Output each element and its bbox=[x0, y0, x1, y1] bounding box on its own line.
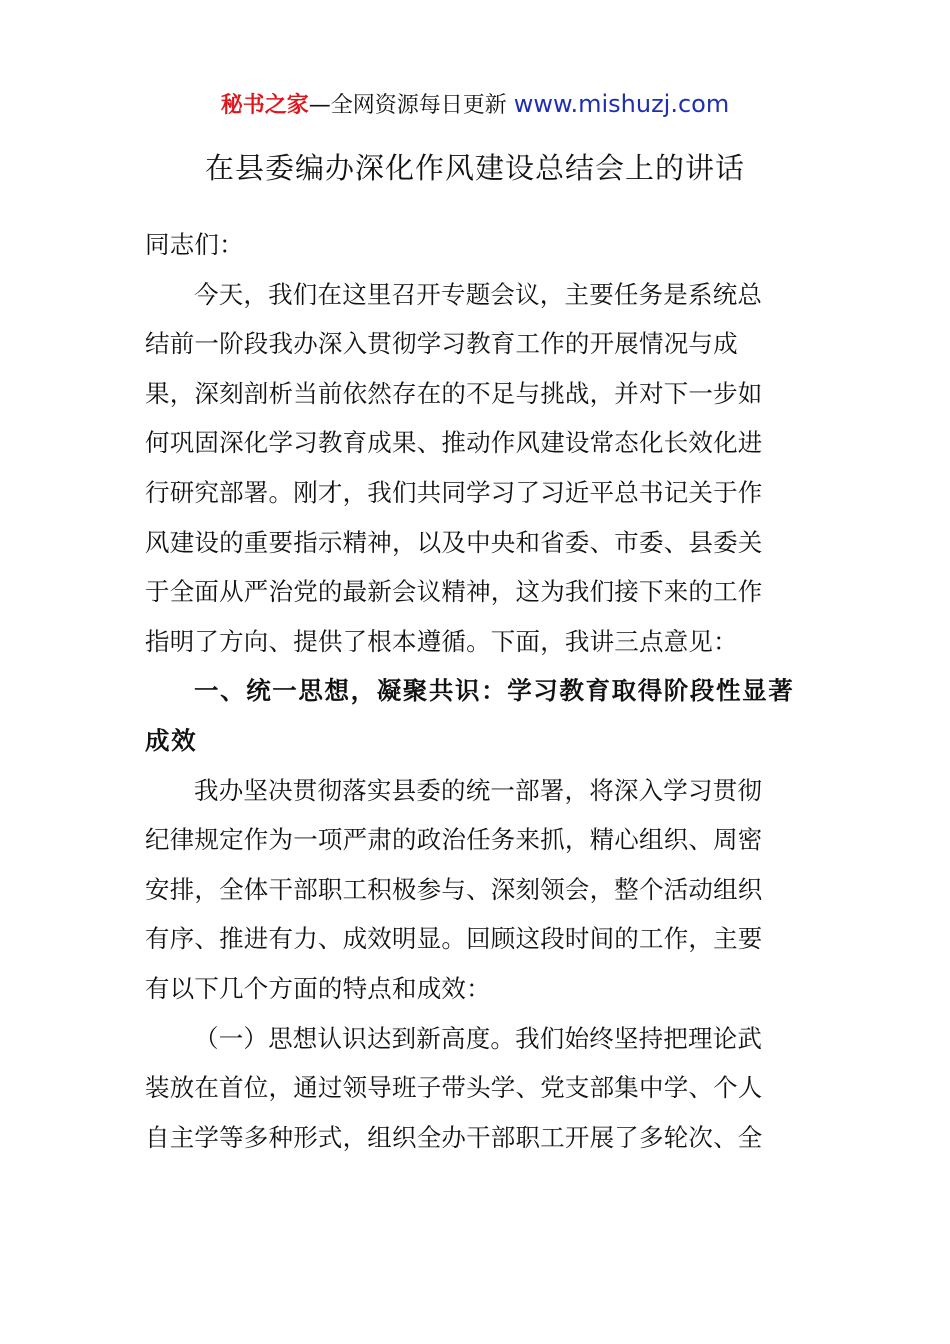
paragraph-line: 装放在首位，通过领导班子带头学、党支部集中学、个人 bbox=[145, 1073, 763, 1103]
paragraph-line: 结前一阶段我办深入贯彻学习教育工作的开展情况与成 bbox=[145, 329, 738, 359]
paragraph-line: 我办坚决贯彻落实县委的统一部署，将深入学习贯彻 bbox=[194, 775, 763, 805]
salutation: 同志们： bbox=[145, 230, 244, 259]
paragraph-line: 安排，全体干部职工积极参与、深刻领会，整个活动组织 bbox=[145, 874, 763, 904]
paragraph-line: 今天，我们在这里召开专题会议，主要任务是系统总 bbox=[194, 279, 763, 309]
document-title: 在县委编办深化作风建设总结会上的讲话 bbox=[204, 151, 745, 185]
paragraph-line: 于全面从严治党的最新会议精神，这为我们接下来的工作 bbox=[145, 577, 763, 607]
site-header bbox=[0, 88, 950, 122]
paragraph-line: 果，深刻剖析当前依然存在的不足与挑战，并对下一步如 bbox=[145, 378, 763, 408]
header-slogan: —全网资源每日更新 bbox=[308, 93, 507, 118]
document-body bbox=[145, 220, 807, 1162]
paragraph-line: 风建设的重要指示精神，以及中央和省委、市委、县委关 bbox=[145, 527, 763, 557]
paragraph-line: 纪律规定作为一项严肃的政治任务来抓，精心组织、周密 bbox=[145, 825, 763, 855]
paragraph-line: 何巩固深化学习教育成果、推动作风建设常态化长效化进 bbox=[145, 428, 763, 458]
section-heading: 成效 bbox=[145, 725, 198, 755]
paragraph-line: 有以下几个方面的特点和成效： bbox=[145, 973, 491, 1003]
site-url-link[interactable]: www.mishuzj.com bbox=[513, 90, 730, 118]
brand-name: 秘书之家 bbox=[220, 93, 309, 118]
paragraph-line: （一）思想认识达到新高度。我们始终坚持把理论武 bbox=[194, 1023, 763, 1053]
paragraph-line: 指明了方向、提供了根本遵循。下面，我讲三点意见： bbox=[145, 626, 738, 656]
section-heading: 一、统一思想，凝聚共识：学习教育取得阶段性显著 bbox=[194, 676, 795, 706]
paragraph-line: 行研究部署。刚才，我们共同学习了习近平总书记关于作 bbox=[145, 477, 763, 507]
paragraph-line: 自主学等多种形式，组织全办干部职工开展了多轮次、全 bbox=[145, 1122, 763, 1152]
paragraph-line: 有序、推进有力、成效明显。回顾这段时间的工作，主要 bbox=[145, 924, 763, 954]
